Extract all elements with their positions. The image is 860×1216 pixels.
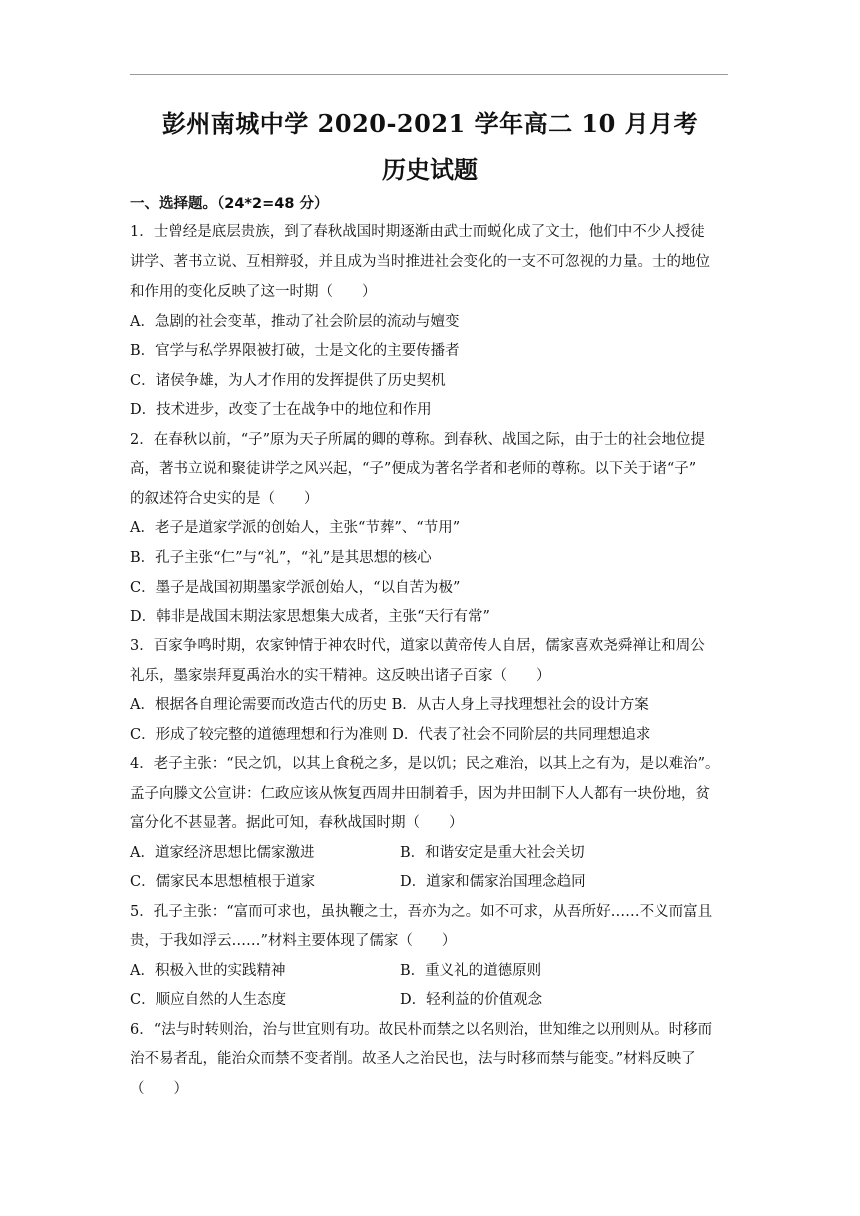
q1-option-d: D．技术进步，改变了士在战争中的地位和作用 [130, 402, 432, 418]
exam-subtitle: 历史试题 [382, 155, 478, 184]
q6-stem-line-2: 治不易者乱，能治众而禁不变者削。故圣人之治民也，法与时移而禁与能变。”材料反映了 [130, 1051, 696, 1067]
q5-option-a: A．积极入世的实践精神 [130, 963, 286, 979]
q1-stem-line-2: 讲学、著书立说、互相辩驳，并且成为当时推进社会变化的一支不可忽视的力量。士的地位 [130, 254, 710, 270]
q3-stem-line-1: 3．百家争鸣时期，农家钟情于神农时代，道家以黄帝传人自居，儒家喜欢尧舜禅让和周公 [130, 638, 705, 654]
q1-option-b: B．官学与私学界限被打破，士是文化的主要传播者 [130, 343, 460, 359]
q4-option-a: A．道家经济思想比儒家激进 [130, 845, 315, 861]
q5-stem-line-2: 贵，于我如浮云……”材料主要体现了儒家（ ） [130, 933, 457, 949]
q2-option-a: A．老子是道家学派的创始人，主张“节葬”、“节用” [130, 520, 461, 536]
q5-option-b: B．重义礼的道德原则 [400, 963, 542, 979]
q4-stem-line-2: 孟子向滕文公宣讲：仁政应该从恢复西周井田制着手，因为井田制下人人都有一块份地，贫 [130, 786, 710, 802]
q5-option-c: C．顺应自然的人生态度 [130, 992, 287, 1008]
q2-stem-line-3: 的叙述符合史实的是（ ） [130, 491, 319, 507]
header-rule [130, 74, 728, 75]
q4-stem-line-3: 富分化不甚显著。据此可知，春秋战国时期（ ） [130, 815, 464, 831]
section-heading: 一、选择题。（24*2=48 分） [130, 196, 329, 212]
q1-option-a: A．急剧的社会变革，推动了社会阶层的流动与嬗变 [130, 314, 460, 330]
q4-option-d: D．道家和儒家治国理念趋同 [400, 874, 586, 890]
q2-stem-line-1: 2．在春秋以前，“子”原为天子所属的卿的尊称。到春秋、战国之际，由于士的社会地位提 [130, 432, 706, 448]
q6-stem-line-3: （ ） [130, 1081, 188, 1097]
q2-option-c: C．墨子是战国初期墨家学派创始人，“以自苦为极” [130, 580, 461, 596]
exam-title: 彭州南城中学 2020-2021 学年高二 10 月月考 [161, 109, 699, 138]
q4-stem-line-1: 4．老子主张：“民之饥，以其上食税之多，是以饥；民之难治，以其上之有为，是以难治”。 [130, 756, 720, 772]
q6-stem-line-1: 6．“法与时转则治，治与世宜则有功。故民朴而禁之以名则治，世知维之以刑则从。时移而 [130, 1022, 713, 1038]
q3-options-cd: C．形成了较完整的道德理想和行为准则 D．代表了社会不同阶层的共同理想追求 [130, 727, 651, 743]
q1-option-c: C．诸侯争雄，为人才作用的发挥提供了历史契机 [130, 373, 446, 389]
q4-option-b: B．和谐安定是重大社会关切 [400, 845, 585, 861]
q5-option-d: D．轻利益的价值观念 [400, 992, 543, 1008]
q3-options-ab: A．根据各自理论需要而改造古代的历史 B．从古人身上寻找理想社会的设计方案 [130, 697, 649, 713]
q2-option-d: D．韩非是战国末期法家思想集大成者，主张“天行有常” [130, 609, 490, 625]
q1-stem-line-1: 1．士曾经是底层贵族，到了春秋战国时期逐渐由武士而蜕化成了文士，他们中不少人授徒 [130, 224, 705, 240]
q3-stem-line-2: 礼乐，墨家崇拜夏禹治水的实干精神。这反映出诸子百家（ ） [130, 668, 551, 684]
q5-stem-line-1: 5．孔子主张：“富而可求也，虽执鞭之士，吾亦为之。如不可求，从吾所好……不义而富且 [130, 904, 713, 920]
q2-stem-line-2: 高，著书立说和聚徒讲学之风兴起，“子”便成为著名学者和老师的尊称。以下关于诸“子” [130, 461, 697, 477]
q2-option-b: B．孔子主张“仁”与“礼”，“礼”是其思想的核心 [130, 550, 432, 566]
q1-stem-line-3: 和作用的变化反映了这一时期（ ） [130, 284, 377, 300]
q4-option-c: C．儒家民本思想植根于道家 [130, 874, 316, 890]
